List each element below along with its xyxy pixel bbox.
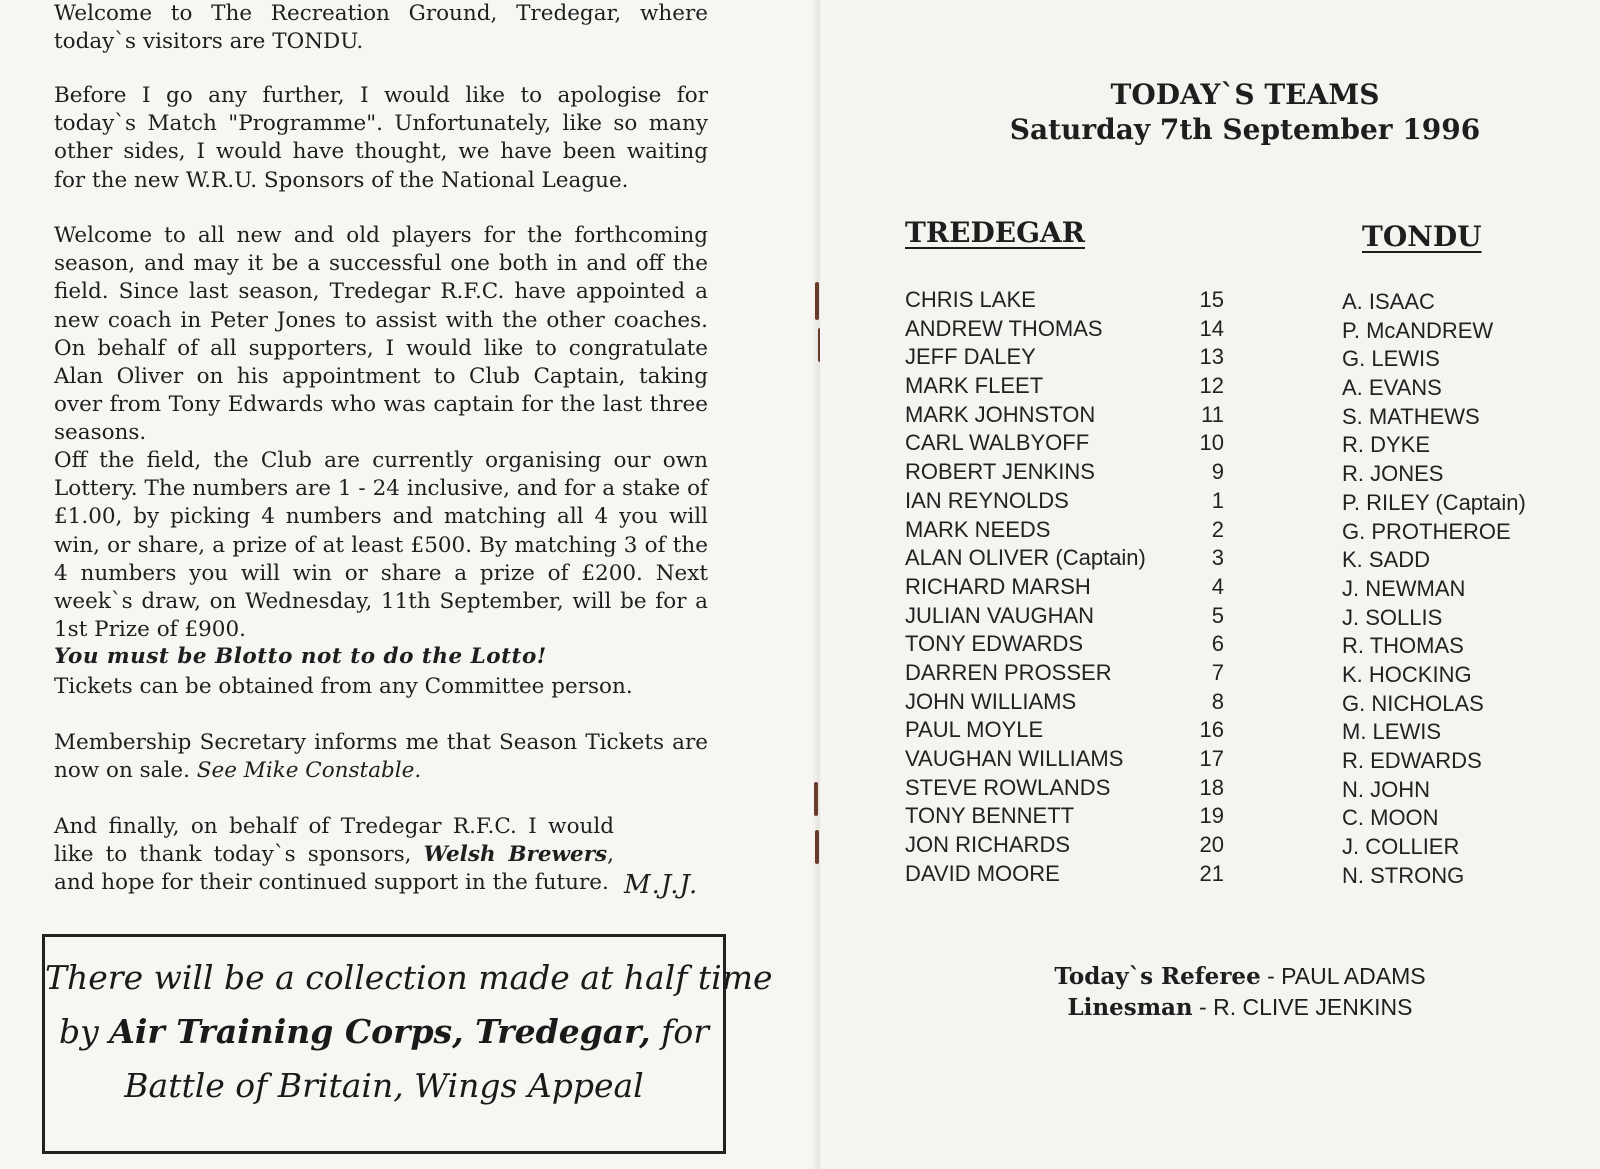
away-player: R. EDWARDS (1342, 748, 1482, 773)
match-date: Saturday 7th September 1996 (1009, 113, 1481, 146)
home-player: JEFF DALEY (905, 344, 1036, 370)
collection-line-2 (45, 1005, 723, 1059)
away-player: C. MOON (1342, 805, 1439, 831)
home-player: CHRIS LAKE (905, 287, 1036, 312)
away-player: A. EVANS (1342, 375, 1442, 401)
shirt-number: 3 (1211, 545, 1224, 571)
collection-line-2-suffix: for (661, 1012, 710, 1051)
membership-text: Membership Secretary informs me that Season Tickets are now on sale. (54, 730, 708, 784)
lotto-slogan: You must be Blotto not to do the Lotto! (54, 644, 547, 669)
home-player: JOHN WILLIAMS (905, 688, 1077, 714)
shirt-number: 9 (1211, 459, 1224, 485)
season-paragraph: Welcome to all new and old players for the forthcoming season, and may it be a successful one both in and off the field. Since last season, Tredegar R.F.C. have appointed a new coach in Peter Jones to assist with the other coaches. On behalf of all supporters, I would like to congratulate Alan Oliver on his appointment to Club Captain, taking over from Tony Edwards who was captain for the last three seasons. (54, 223, 708, 446)
collection-line-3: Battle of Britain, Wings Appeal (124, 1066, 644, 1105)
away-team-heading: TONDU (1362, 220, 1482, 253)
shirt-number: 2 (1211, 516, 1224, 542)
away-player: J. NEWMAN (1342, 575, 1466, 601)
shirt-number: 1 (1211, 487, 1224, 513)
shirt-number: 13 (1199, 344, 1224, 370)
home-player: ANDREW THOMAS (905, 315, 1103, 341)
referee-name: - PAUL ADAMS (1260, 963, 1426, 989)
away-player: G. LEWIS (1342, 346, 1440, 372)
shirt-number: 7 (1211, 659, 1224, 685)
finally-text-b: , and hope for their continued support in the future. (54, 842, 614, 896)
away-player: R. DYKE (1342, 432, 1431, 458)
sponsor-name: Welsh Brewers (423, 842, 608, 868)
home-player: STEVE ROWLANDS (905, 774, 1111, 800)
shirt-number: 12 (1199, 373, 1224, 399)
membership-paragraph (54, 729, 708, 785)
away-player: N. JOHN (1342, 776, 1430, 802)
away-player: P. RILEY (Captain) (1342, 489, 1526, 515)
linesman-line (960, 992, 1520, 1024)
home-player: PAUL MOYLE (905, 717, 1044, 743)
collection-organisation: Air Training Corps, Tredegar, (109, 1012, 651, 1051)
linesman-label: Linesman (1067, 994, 1193, 1021)
home-player: RICHARD MARSH (905, 573, 1091, 599)
home-player: CARL WALBYOFF (905, 430, 1090, 456)
staple-mark (815, 830, 819, 864)
away-player: J. COLLIER (1342, 834, 1460, 860)
away-player: G. NICHOLAS (1342, 690, 1484, 716)
home-player: DAVID MOORE (905, 860, 1060, 886)
home-player: TONY BENNETT (905, 803, 1075, 829)
shirt-number: 15 (1199, 287, 1224, 312)
finally-paragraph (54, 813, 614, 898)
away-player: S. MATHEWS (1342, 403, 1480, 429)
teams-title: TODAY`S TEAMS (1110, 78, 1380, 111)
away-player: R. JONES (1342, 461, 1444, 487)
collection-line-1: There will be a collection made at half time (45, 958, 773, 997)
shirt-number: 16 (1199, 717, 1224, 743)
staple-mark (815, 282, 819, 320)
shirt-number: 20 (1199, 832, 1224, 858)
shirt-number: 5 (1211, 602, 1224, 628)
shirt-number-list (1180, 286, 1224, 888)
shirt-number: 10 (1199, 430, 1224, 456)
staple-mark (814, 782, 818, 816)
home-player: TONY EDWARDS (905, 631, 1084, 657)
shirt-number: 19 (1199, 803, 1224, 829)
apology-paragraph: Before I go any further, I would like to apologise for today`s Match "Programme". Unfortunately, like so many other sides, I would have thought, we have been waiting for the new W.R.U. Sponsors of the National League. (54, 83, 708, 193)
collection-line-2-prefix: by (58, 1012, 99, 1051)
shirt-number: 17 (1199, 746, 1224, 771)
referee-line (960, 961, 1520, 993)
signature: M.J.J. (624, 870, 699, 900)
away-player: M. LEWIS (1342, 719, 1442, 745)
home-player-list (905, 286, 1146, 888)
home-player: VAUGHAN WILLIAMS (905, 746, 1124, 771)
home-player: DARREN PROSSER (905, 659, 1112, 685)
welcome-paragraph: Welcome to The Recreation Ground, Tredegar, where today`s visitors are TONDU. (54, 1, 708, 55)
home-player: MARK FLEET (905, 373, 1044, 399)
tickets-text: Tickets can be obtained from any Committee person. (54, 674, 633, 699)
shirt-number: 11 (1201, 401, 1224, 427)
membership-contact: See Mike Constable. (196, 758, 422, 784)
finally-text-a: And finally, on behalf of Tredegar R.F.C. I would like to thank today`s sponsors, (54, 814, 614, 868)
collection-notice-box (42, 934, 773, 1154)
lottery-paragraph: Off the field, the Club are currently organising our own Lottery. The numbers are 1 - 24 inclusive, and for a stake of £1.00, by picking 4 numbers and matching all 4 you will win, or share, a prize of at least £500. By matching 3 of the 4 numbers you will win or share a prize of £200. Next week`s draw, on Wednesday, 11th September, will be for a 1st Prize of £900. (54, 448, 708, 643)
away-player: A. ISAAC (1342, 289, 1435, 314)
shirt-number: 4 (1211, 573, 1224, 599)
away-player: P. McANDREW (1342, 317, 1494, 343)
away-player: N. STRONG (1342, 862, 1465, 888)
shirt-number: 18 (1199, 774, 1224, 800)
home-player: IAN REYNOLDS (905, 487, 1069, 513)
home-player: ALAN OLIVER (Captain) (905, 545, 1146, 571)
away-player: J. SOLLIS (1342, 604, 1443, 630)
home-player: MARK NEEDS (905, 516, 1051, 542)
shirt-number: 21 (1199, 860, 1224, 886)
shirt-number: 6 (1211, 631, 1224, 657)
home-player: ROBERT JENKINS (905, 459, 1095, 485)
home-team-heading: TREDEGAR (905, 216, 1085, 249)
home-player: JULIAN VAUGHAN (905, 602, 1095, 628)
referee-label: Today`s Referee (1054, 963, 1261, 990)
shirt-number: 14 (1199, 315, 1224, 341)
shirt-number: 8 (1211, 688, 1224, 714)
away-player: G. PROTHEROE (1342, 518, 1511, 544)
away-player: K. HOCKING (1342, 661, 1472, 687)
home-player: JON RICHARDS (905, 832, 1071, 858)
away-player: K. SADD (1342, 547, 1431, 573)
linesman-name: - R. CLIVE JENKINS (1192, 994, 1413, 1020)
home-player: MARK JOHNSTON (905, 401, 1096, 427)
away-player: R. THOMAS (1342, 633, 1464, 659)
away-player-list (1342, 288, 1526, 890)
